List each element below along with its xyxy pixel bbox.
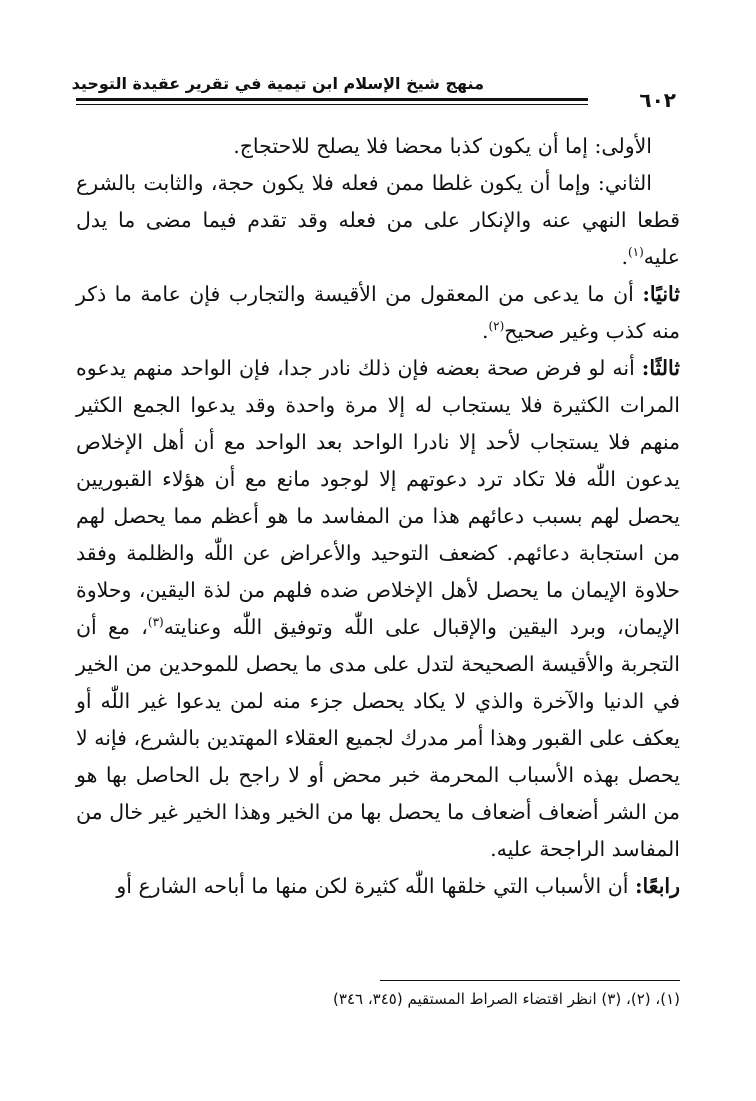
- paragraph-secondly: [76, 276, 680, 350]
- paragraph-thirdly-end: ، مع أن التجربة والأقيسة الصحيحة لتدل على مدى ما يحصل للموحدين من الخير في الدنيا والآخرة والذي لا يكاد يحصل جزء منه لمن يدعوا غير اللّٰه أو يعكف على القبور وهذا أمر مدرك لجميع العقلاء المهتدين بالشرع، فإنه لا يحصل بهذه الأسباب المحرمة خبر محض أو لا راجح بل الحاصل بها هو من الشر أضعاف أضعاف ما يحصل بها من الخير وهذا الخير غير خال من المفاسد الراجحة عليه.: [76, 615, 680, 861]
- paragraph-second-end: .: [621, 245, 628, 269]
- page-number: ٦٠٢: [639, 88, 676, 112]
- paragraph-thirdly-text: أنه لو فرض صحة بعضه فإن ذلك نادر جدا، فإن الواحد منهم يدعوه المرات الكثيرة فلا يستجاب له إلا مرة واحدة وقد يدعوا الجمع الكثير منهم فلا يستجاب لأحد إلا نادرا الواحد بعد الواحد مع أن أهل الإخلاص يدعون اللّٰه فلا تكاد ترد دعوتهم إلا لوجود مانع مع أن هؤلاء القبوريين يحصل لهم بسبب دعائهم هذا من المفاسد ما هو أعظم مما يحصل لهم من استجابة دعائهم. كضعف التوحيد والأعراض عن اللّٰه والظلمة وفقد حلاوة الإيمان ما يحصل لأهل الإخلاص ضده فلهم من لذة اليقين، وحلاوة الإيمان، وبرد اليقين والإقبال على اللّٰه وتوفيق اللّٰه وعنايته: [76, 356, 680, 639]
- paragraph-fourthly-text: أن الأسباب التي خلقها اللّٰه كثيرة لكن منها ما أباحه الشارع أو: [116, 874, 635, 898]
- paragraph-fourthly: [76, 868, 680, 905]
- paragraph-thirdly: [76, 350, 680, 868]
- header-rule-thin: [76, 104, 588, 105]
- body-text: [76, 128, 680, 905]
- footnote-marker-3: (٣): [147, 615, 164, 630]
- footnote-marker-1: (١): [627, 245, 644, 260]
- footnote-text: (١)، (٢)، (٣) انظر اقتضاء الصراط المستقيم (٣٤٥، ٣٤٦): [333, 990, 680, 1008]
- paragraph-secondly-text: أن ما يدعى من المعقول من الأقيسة والتجارب فإن عامة ما ذكر منه كذب وغير صحيح: [76, 282, 680, 343]
- footnote-separator: [380, 980, 680, 981]
- paragraph-secondly-end: .: [481, 319, 489, 343]
- paragraph-second: [76, 165, 680, 276]
- footnote-marker-2: (٢): [488, 319, 505, 334]
- lead-thirdly: ثالثًا:: [641, 356, 680, 380]
- lead-secondly: ثانيًا:: [642, 282, 680, 306]
- lead-fourthly: رابعًا:: [634, 874, 680, 898]
- running-header-title: منهج شيخ الإسلام ابن تيمية في تقرير عقيدة التوحيد: [71, 74, 484, 93]
- header-rule-thick: [76, 98, 588, 101]
- paragraph-first: الأولى: إما أن يكون كذبا محضا فلا يصلح للاحتجاج.: [233, 134, 652, 158]
- paragraph-second-text: الثاني: وإما أن يكون غلطا ممن فعله فلا يكون حجة، والثابت بالشرع قطعا النهي عنه والإنكار على من فعله وقد تقدم فيما مضى ما يدل عليه: [76, 171, 680, 269]
